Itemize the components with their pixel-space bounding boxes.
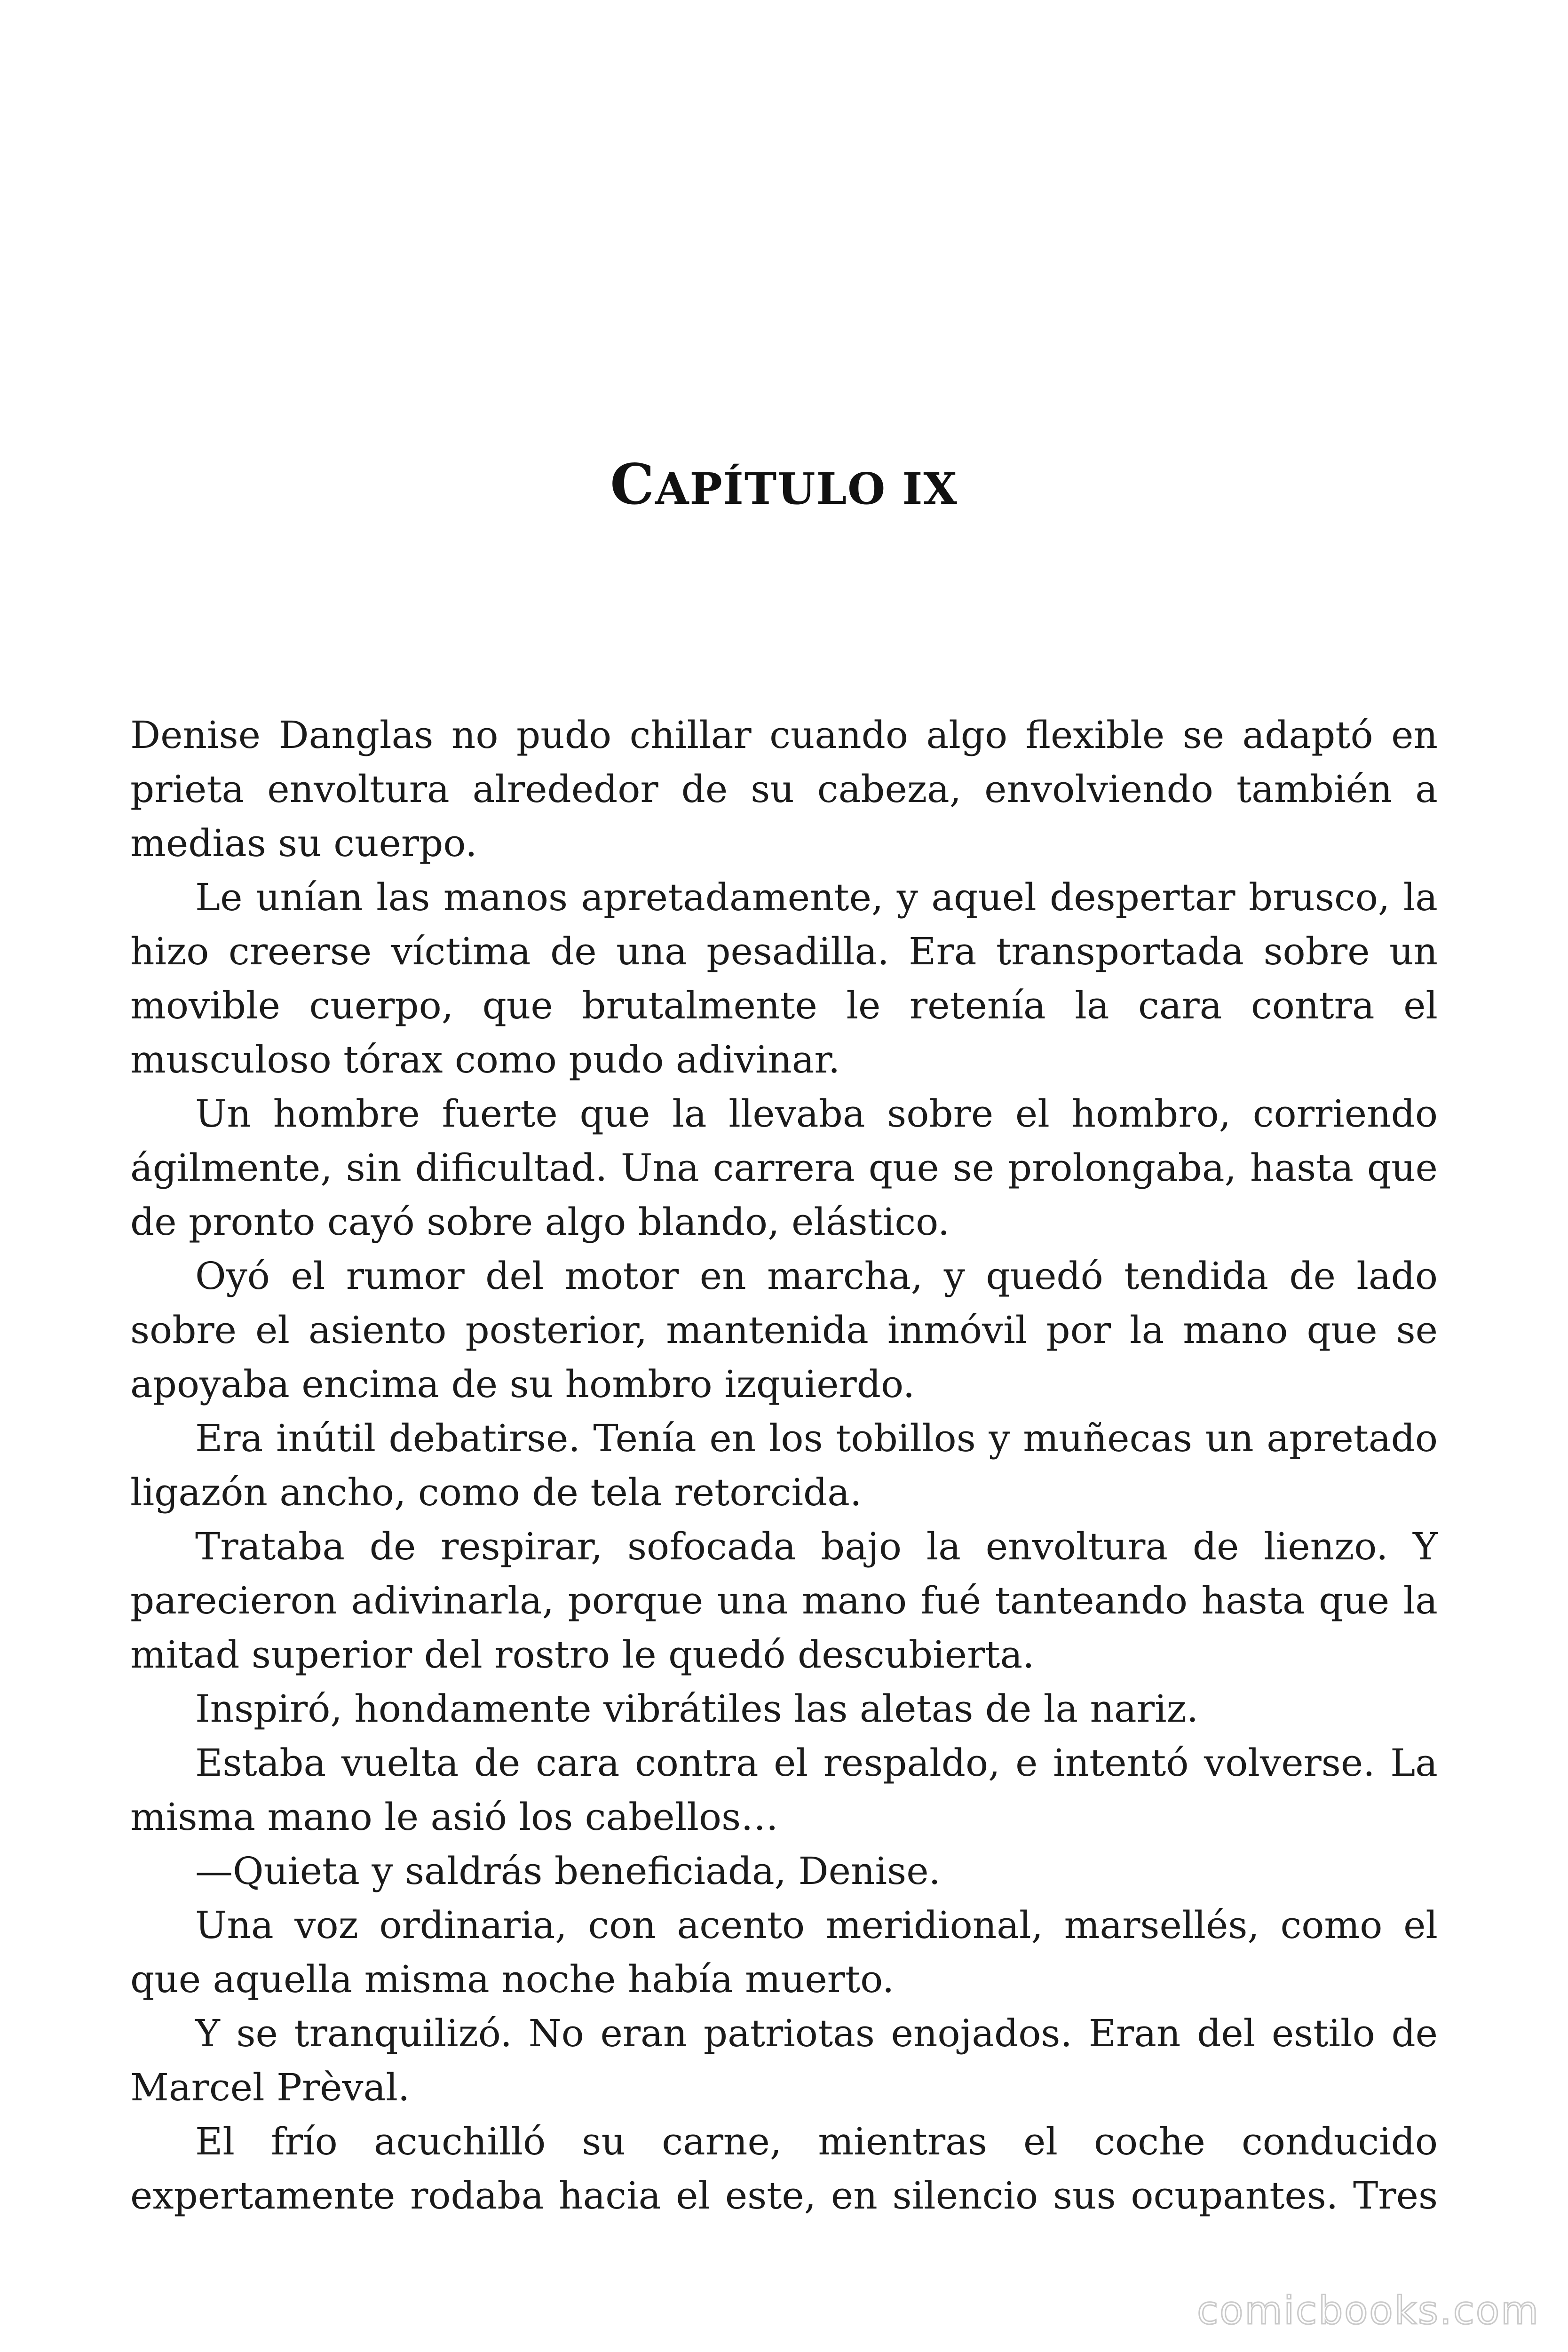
paragraph: Era inútil debatirse. Tenía en los tobillos y muñecas un apretado ligazón ancho, como de tela retorcida.: [130, 1416, 1438, 1514]
paragraph: Una voz ordinaria, con acento meridional, marsellés, como el que aquella misma noche había muerto.: [130, 1903, 1438, 2001]
paragraph: Un hombre fuerte que la llevaba sobre el hombro, corriendo ágilmente, sin dificultad. Una carrera que se prolongaba, hasta que de pronto cayó sobre algo blando, elástico.: [130, 1092, 1438, 1244]
chapter-title: [0, 452, 1568, 517]
paragraph: Estaba vuelta de cara contra el respaldo, e intentó volverse. La misma mano le asió los cabellos…: [130, 1741, 1438, 1839]
paragraph: Denise Danglas no pudo chillar cuando algo flexible se adaptó en prieta envoltura alrededor de su cabeza, envolviendo también a medias su cuerpo.: [130, 713, 1438, 865]
paragraph: Inspiró, hondamente vibrátiles las aletas de la nariz.: [195, 1687, 1199, 1731]
paragraph: —Quieta y saldrás beneficiada, Denise.: [195, 1849, 941, 1893]
paragraph: Y se tranquilizó. No eran patriotas enojados. Eran del estilo de Marcel Prèval.: [130, 2011, 1438, 2109]
paragraph: Le unían las manos apretadamente, y aquel despertar brusco, la hizo creerse víctima de una pesadilla. Era transportada sobre un movible cuerpo, que brutalmente le retenía la cara contra el musculoso tórax como pudo adivinar.: [130, 875, 1438, 1081]
chapter-body: [130, 708, 1438, 2223]
paragraph: Oyó el rumor del motor en marcha, y quedó tendida de lado sobre el asiento posterior, mantenida inmóvil por la mano que se apoyaba encima de su hombro izquierdo.: [130, 1254, 1438, 1406]
chapter-title-rest: APÍTULO IX: [655, 463, 958, 514]
chapter-title-initial: C: [610, 452, 656, 517]
paragraph: Trataba de respirar, sofocada bajo la envoltura de lienzo. Y parecieron adivinarla, porque una mano fué tanteando hasta que la mitad superior del rostro le quedó descubierta.: [130, 1525, 1438, 1677]
watermark: comicbooks.com: [1197, 2288, 1540, 2333]
paragraph: El frío acuchilló su carne, mientras el coche conducido expertamente rodaba hacia el este, en silencio sus ocupantes. Tres: [130, 2120, 1438, 2217]
